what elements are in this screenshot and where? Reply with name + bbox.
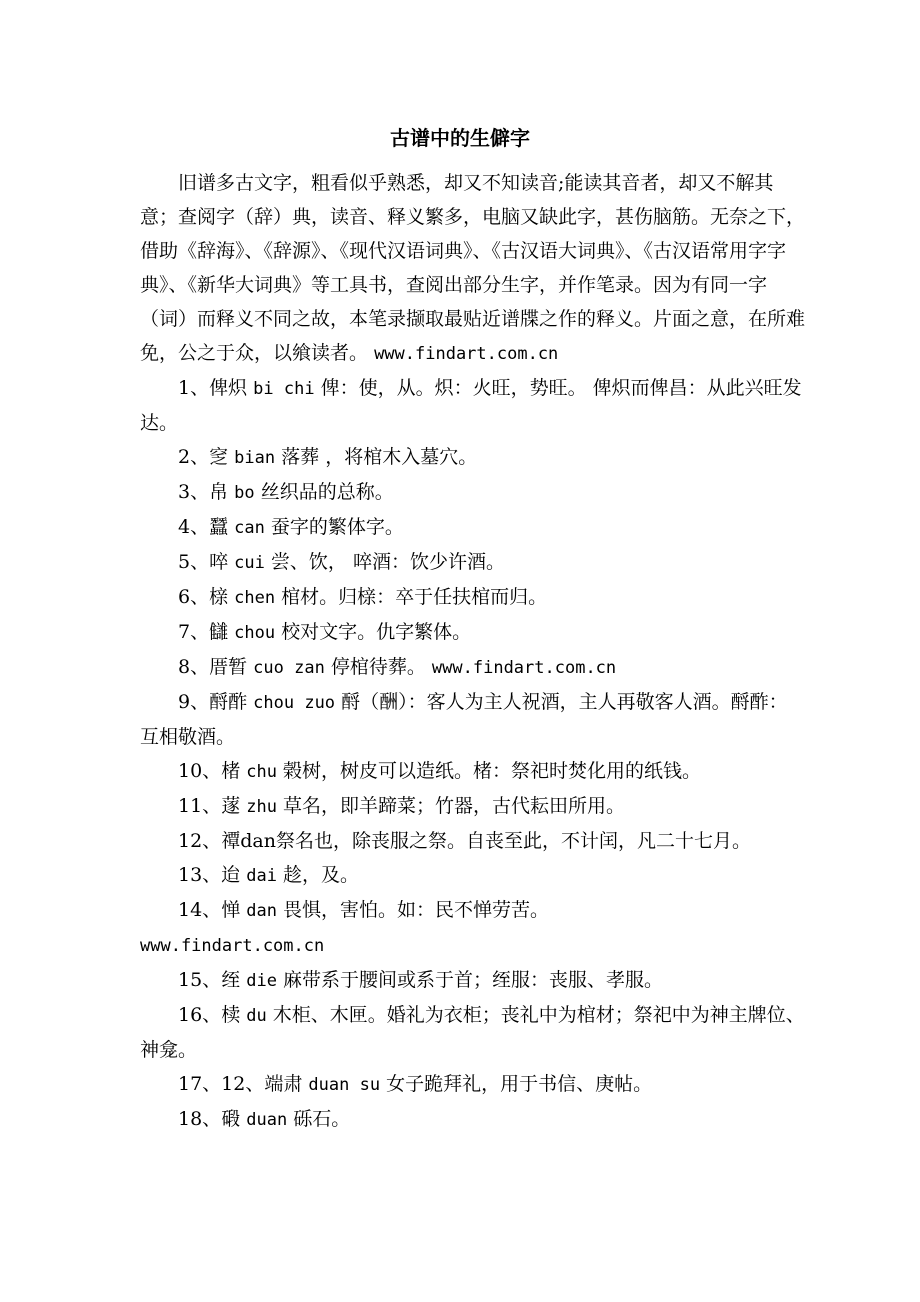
- entry-17: 17、12、端肃 duan su 女子跪拜礼，用于书信、庚帖。: [178, 1073, 653, 1095]
- entry-3: 3、帛 bo 丝织品的总称。: [178, 481, 394, 503]
- entry-12: 12、禫dan祭名也，除丧服之祭。自丧至此，不计闰，凡二十七月。: [178, 830, 751, 852]
- entry-7: 7、讎 chou 校对文字。仇字繁体。: [178, 621, 472, 643]
- intro-paragraph: [140, 166, 805, 371]
- entry-2: 2、窆 bian 落葬 ，将棺木入墓穴。: [178, 446, 478, 468]
- entry-1: 1、俾炽 bi chi 俾：使，从。炽：火旺，势旺。 俾炽而俾昌：从此兴旺发达。: [140, 377, 802, 434]
- entry-14-url-line: [140, 928, 805, 963]
- entry-8: 8、厝暂 cuo zan 停棺待葬。 www.findart.com.cn: [178, 656, 617, 678]
- intro-text: 旧谱多古文字，粗看似乎熟悉，却又不知读音;能读其音者，却又不解其意；查阅字（辞）典，读音、释义繁多，电脑又缺此字，甚伤脑筋。无奈之下，借助《辞海》、《辞源》、《现代汉语词典》、《古汉语大词典》、《古汉语常用字字典》、《新华大词典》等工具书，查阅出部分生字，并作笔录。因为有同一字（词）而释义不同之故，本笔录撷取最贴近谱牒之作的释义。片面之意，在所难免，公之于众，以飨读者。: [140, 172, 806, 364]
- entry-8-url: www.findart.com.cn: [431, 658, 617, 678]
- entry-4: 4、蠶 can 蚕字的繁体字。: [178, 516, 404, 538]
- entry-18: 18、碫 duan 砾石。: [178, 1108, 351, 1130]
- entry-6: 6、榇 chen 棺材。归榇：卒于任扶棺而归。: [178, 586, 548, 608]
- entry-5: 5、啐 cui 尝、饮， 啐酒：饮少许酒。: [178, 551, 505, 573]
- entry-14: 14、惮 dan 畏惧，害怕。如：民不惮劳苦。: [178, 899, 550, 921]
- document-body: [140, 166, 805, 1137]
- entry-11: 11、蓫 zhu 草名，即羊蹄菜；竹器，古代耘田所用。: [178, 795, 626, 817]
- entry-16: 16、椟 du 木柜、木匣。婚礼为衣柜；丧礼中为棺材；祭祀中为神主牌位、神龛。: [140, 1004, 805, 1061]
- intro-url: www.findart.com.cn: [374, 344, 559, 364]
- entry-13: 13、迨 dai 趁，及。: [178, 864, 360, 886]
- entry-9: 9、酹酢 chou zuo 酹（酬）：客人为主人祝酒，主人再敬客人酒。酹酢：互相敬酒。: [140, 691, 788, 748]
- entry-15: 15、绖 die 麻带系于腰间或系于首；绖服：丧服、孝服。: [178, 969, 664, 991]
- entry-14-url: www.findart.com.cn: [140, 936, 325, 956]
- page-title: 古谱中的生僻字: [390, 126, 530, 150]
- entry-10: 10、楮 chu 榖树，树皮可以造纸。楮：祭祀时焚化用的纸钱。: [178, 760, 702, 782]
